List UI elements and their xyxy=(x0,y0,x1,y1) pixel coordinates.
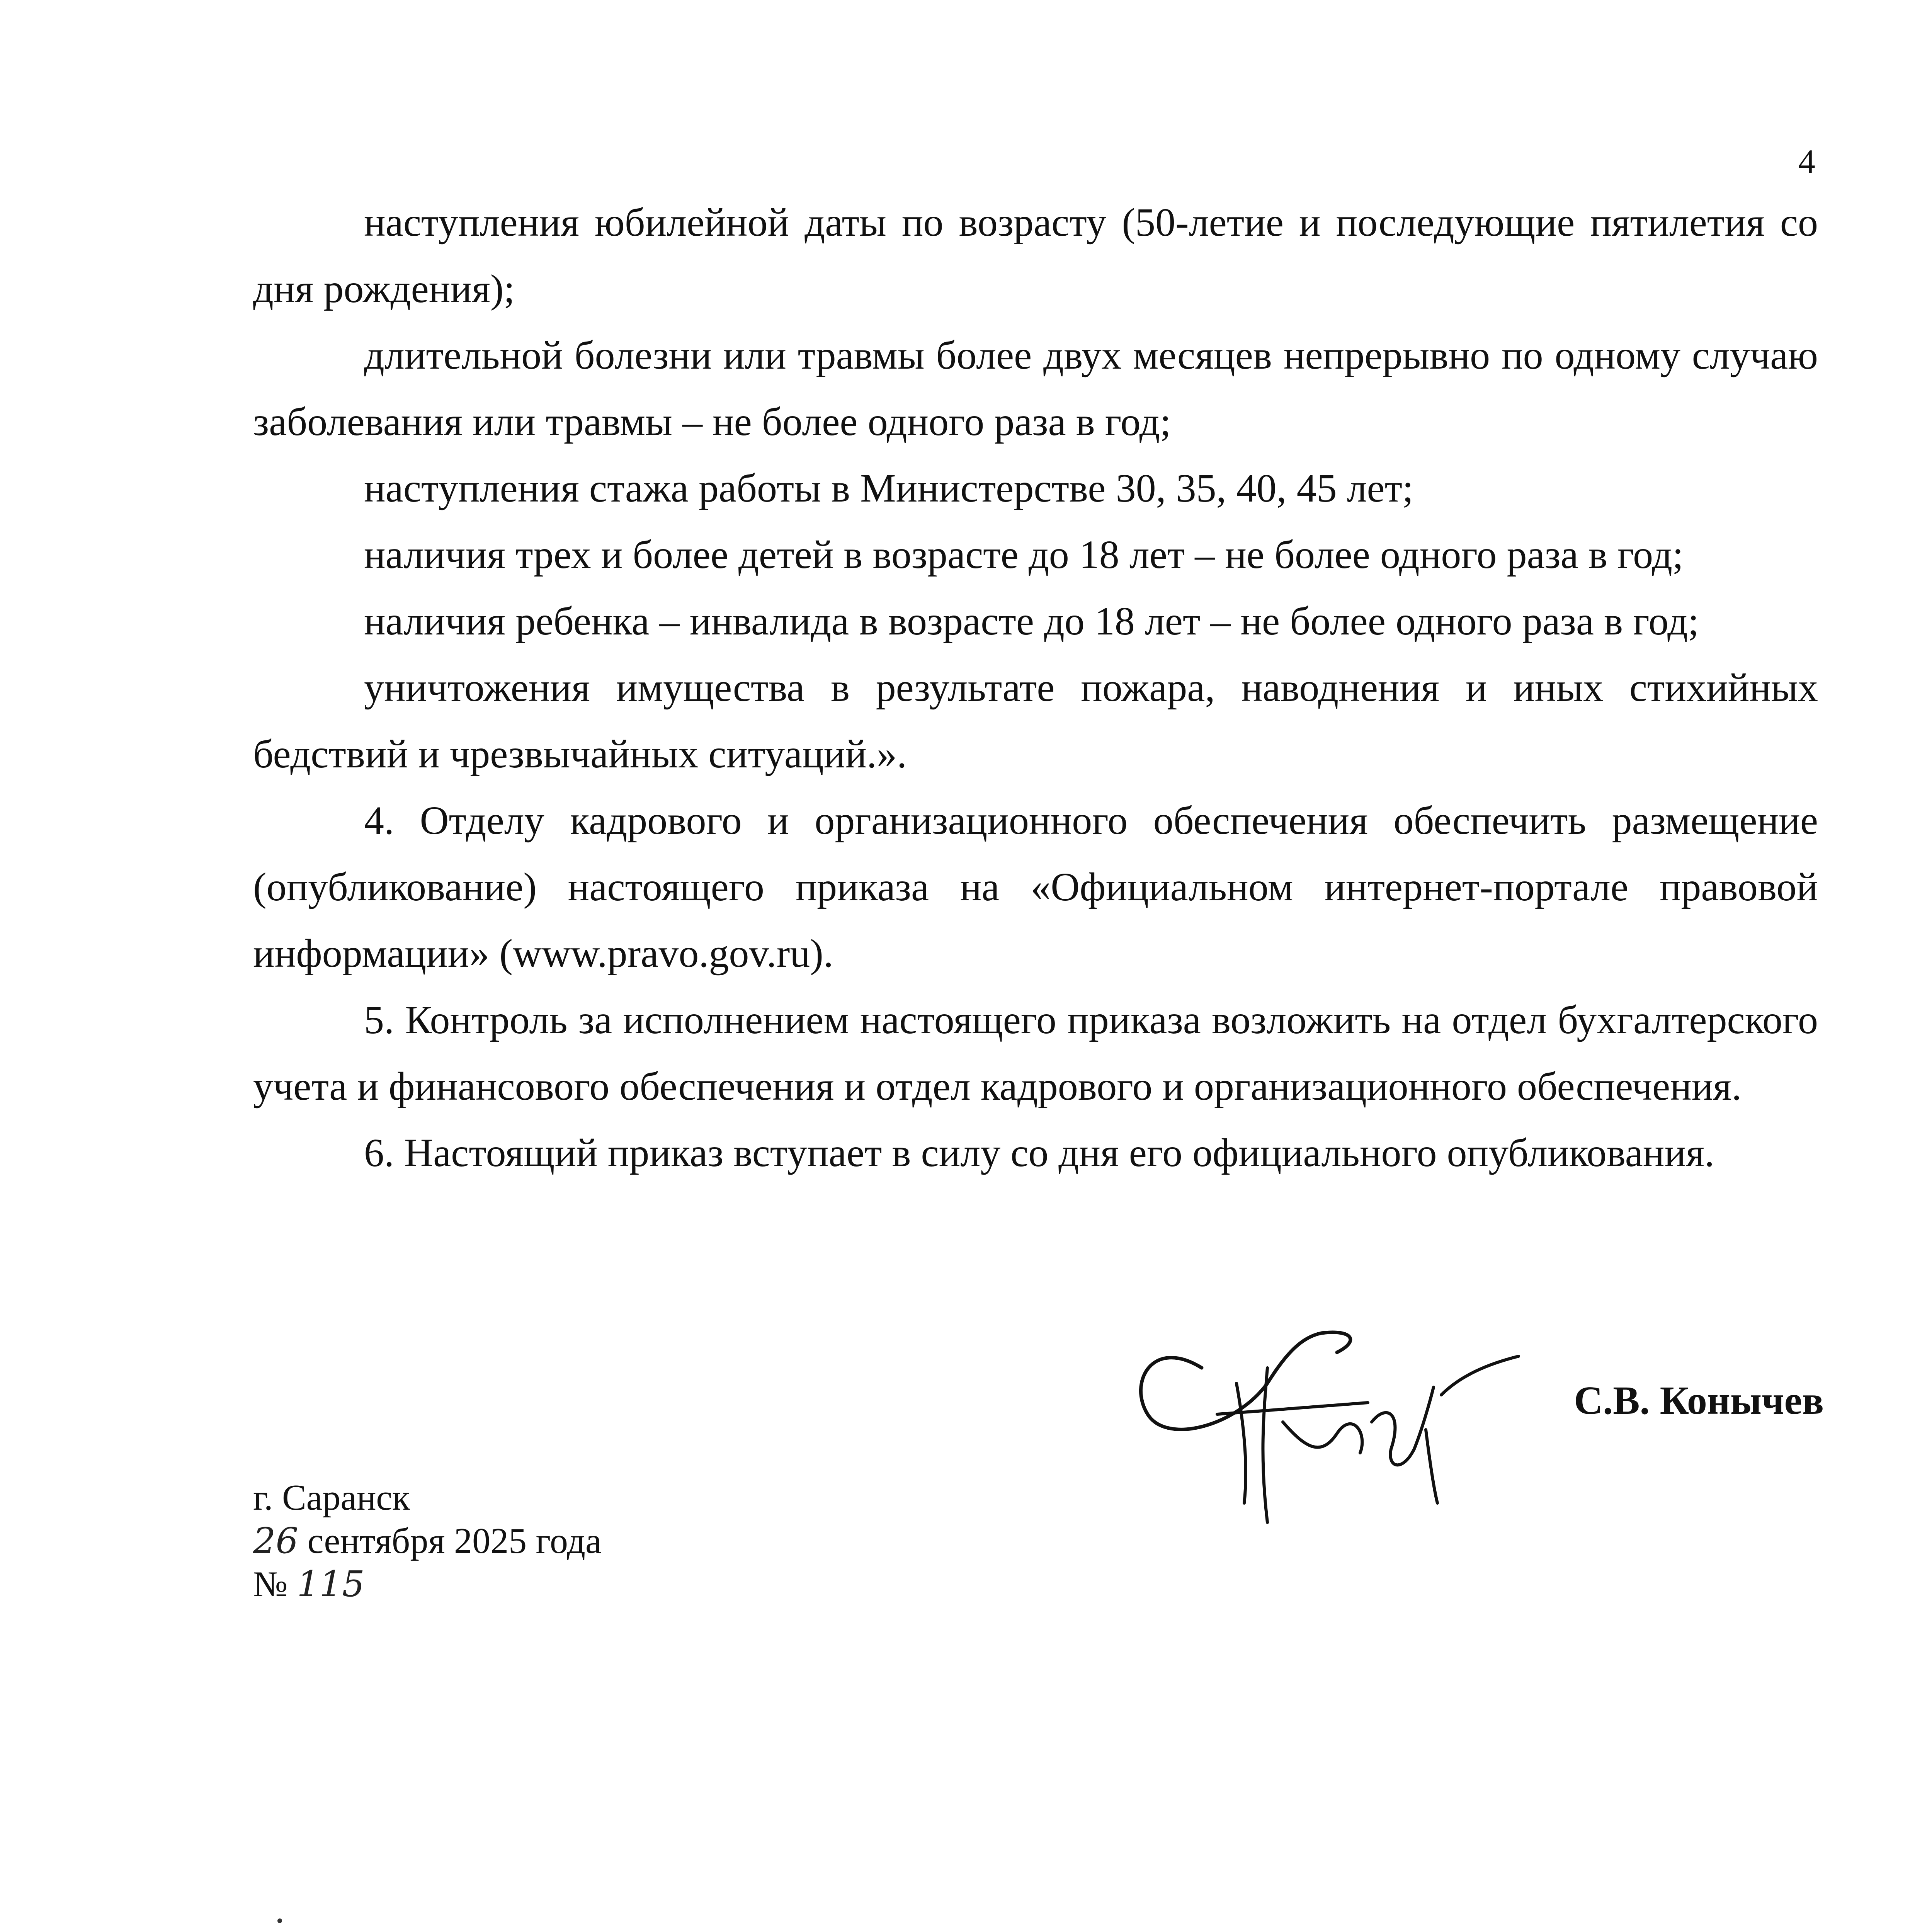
document-number xyxy=(253,1563,602,1606)
paragraph: 6. Настоящий приказ вступает в силу со дня его официального опубликования. xyxy=(364,1131,1714,1175)
paragraph: наличия трех и более детей в возрасте до 18 лет – не более одного раза в год; xyxy=(364,532,1684,577)
document-body xyxy=(253,189,1818,1186)
page-number: 4 xyxy=(1798,143,1815,180)
document-footer xyxy=(253,1476,602,1606)
document-date xyxy=(253,1519,602,1563)
signer-name: С.В. Конычев xyxy=(1574,1378,1824,1423)
handwritten-signature xyxy=(1121,1287,1526,1549)
paragraph: наличия ребенка – инвалида в возрасте до 18 лет – не более одного раза в год; xyxy=(364,599,1699,643)
paragraph: длительной болезни или травмы более двух месяцев непрерывно по одному случаю заболевания или травмы – не более одного раза в год; xyxy=(253,333,1818,444)
signature-block xyxy=(1121,1287,1824,1557)
paragraph: 5. Контроль за исполнением настоящего приказа возложить на отдел бухгалтерского учета и финансового обеспечения и отдел кадрового и организационного обеспечения. xyxy=(253,998,1818,1109)
paragraph: наступления юбилейной даты по возрасту (50-летие и последующие пятилетия со дня рождения); xyxy=(253,200,1818,311)
handwritten-day: 26 xyxy=(253,1520,299,1561)
scan-speck xyxy=(277,1918,282,1923)
date-month-year: сентября 2025 года xyxy=(307,1521,602,1561)
handwritten-number: 115 xyxy=(297,1563,365,1605)
paragraph: уничтожения имущества в результате пожара, наводнения и иных стихийных бедствий и чрезвычайных ситуаций.». xyxy=(253,665,1818,776)
number-label: № xyxy=(253,1564,288,1604)
paragraph: наступления стажа работы в Министерстве 30, 35, 40, 45 лет; xyxy=(364,466,1413,510)
city: г. Саранск xyxy=(253,1478,410,1518)
paragraph: 4. Отделу кадрового и организационного обеспечения обеспечить размещение (опубликование) настоящего приказа на «Официальном интернет-портале правовой информации» (www.pravo.gov.ru). xyxy=(253,798,1818,976)
